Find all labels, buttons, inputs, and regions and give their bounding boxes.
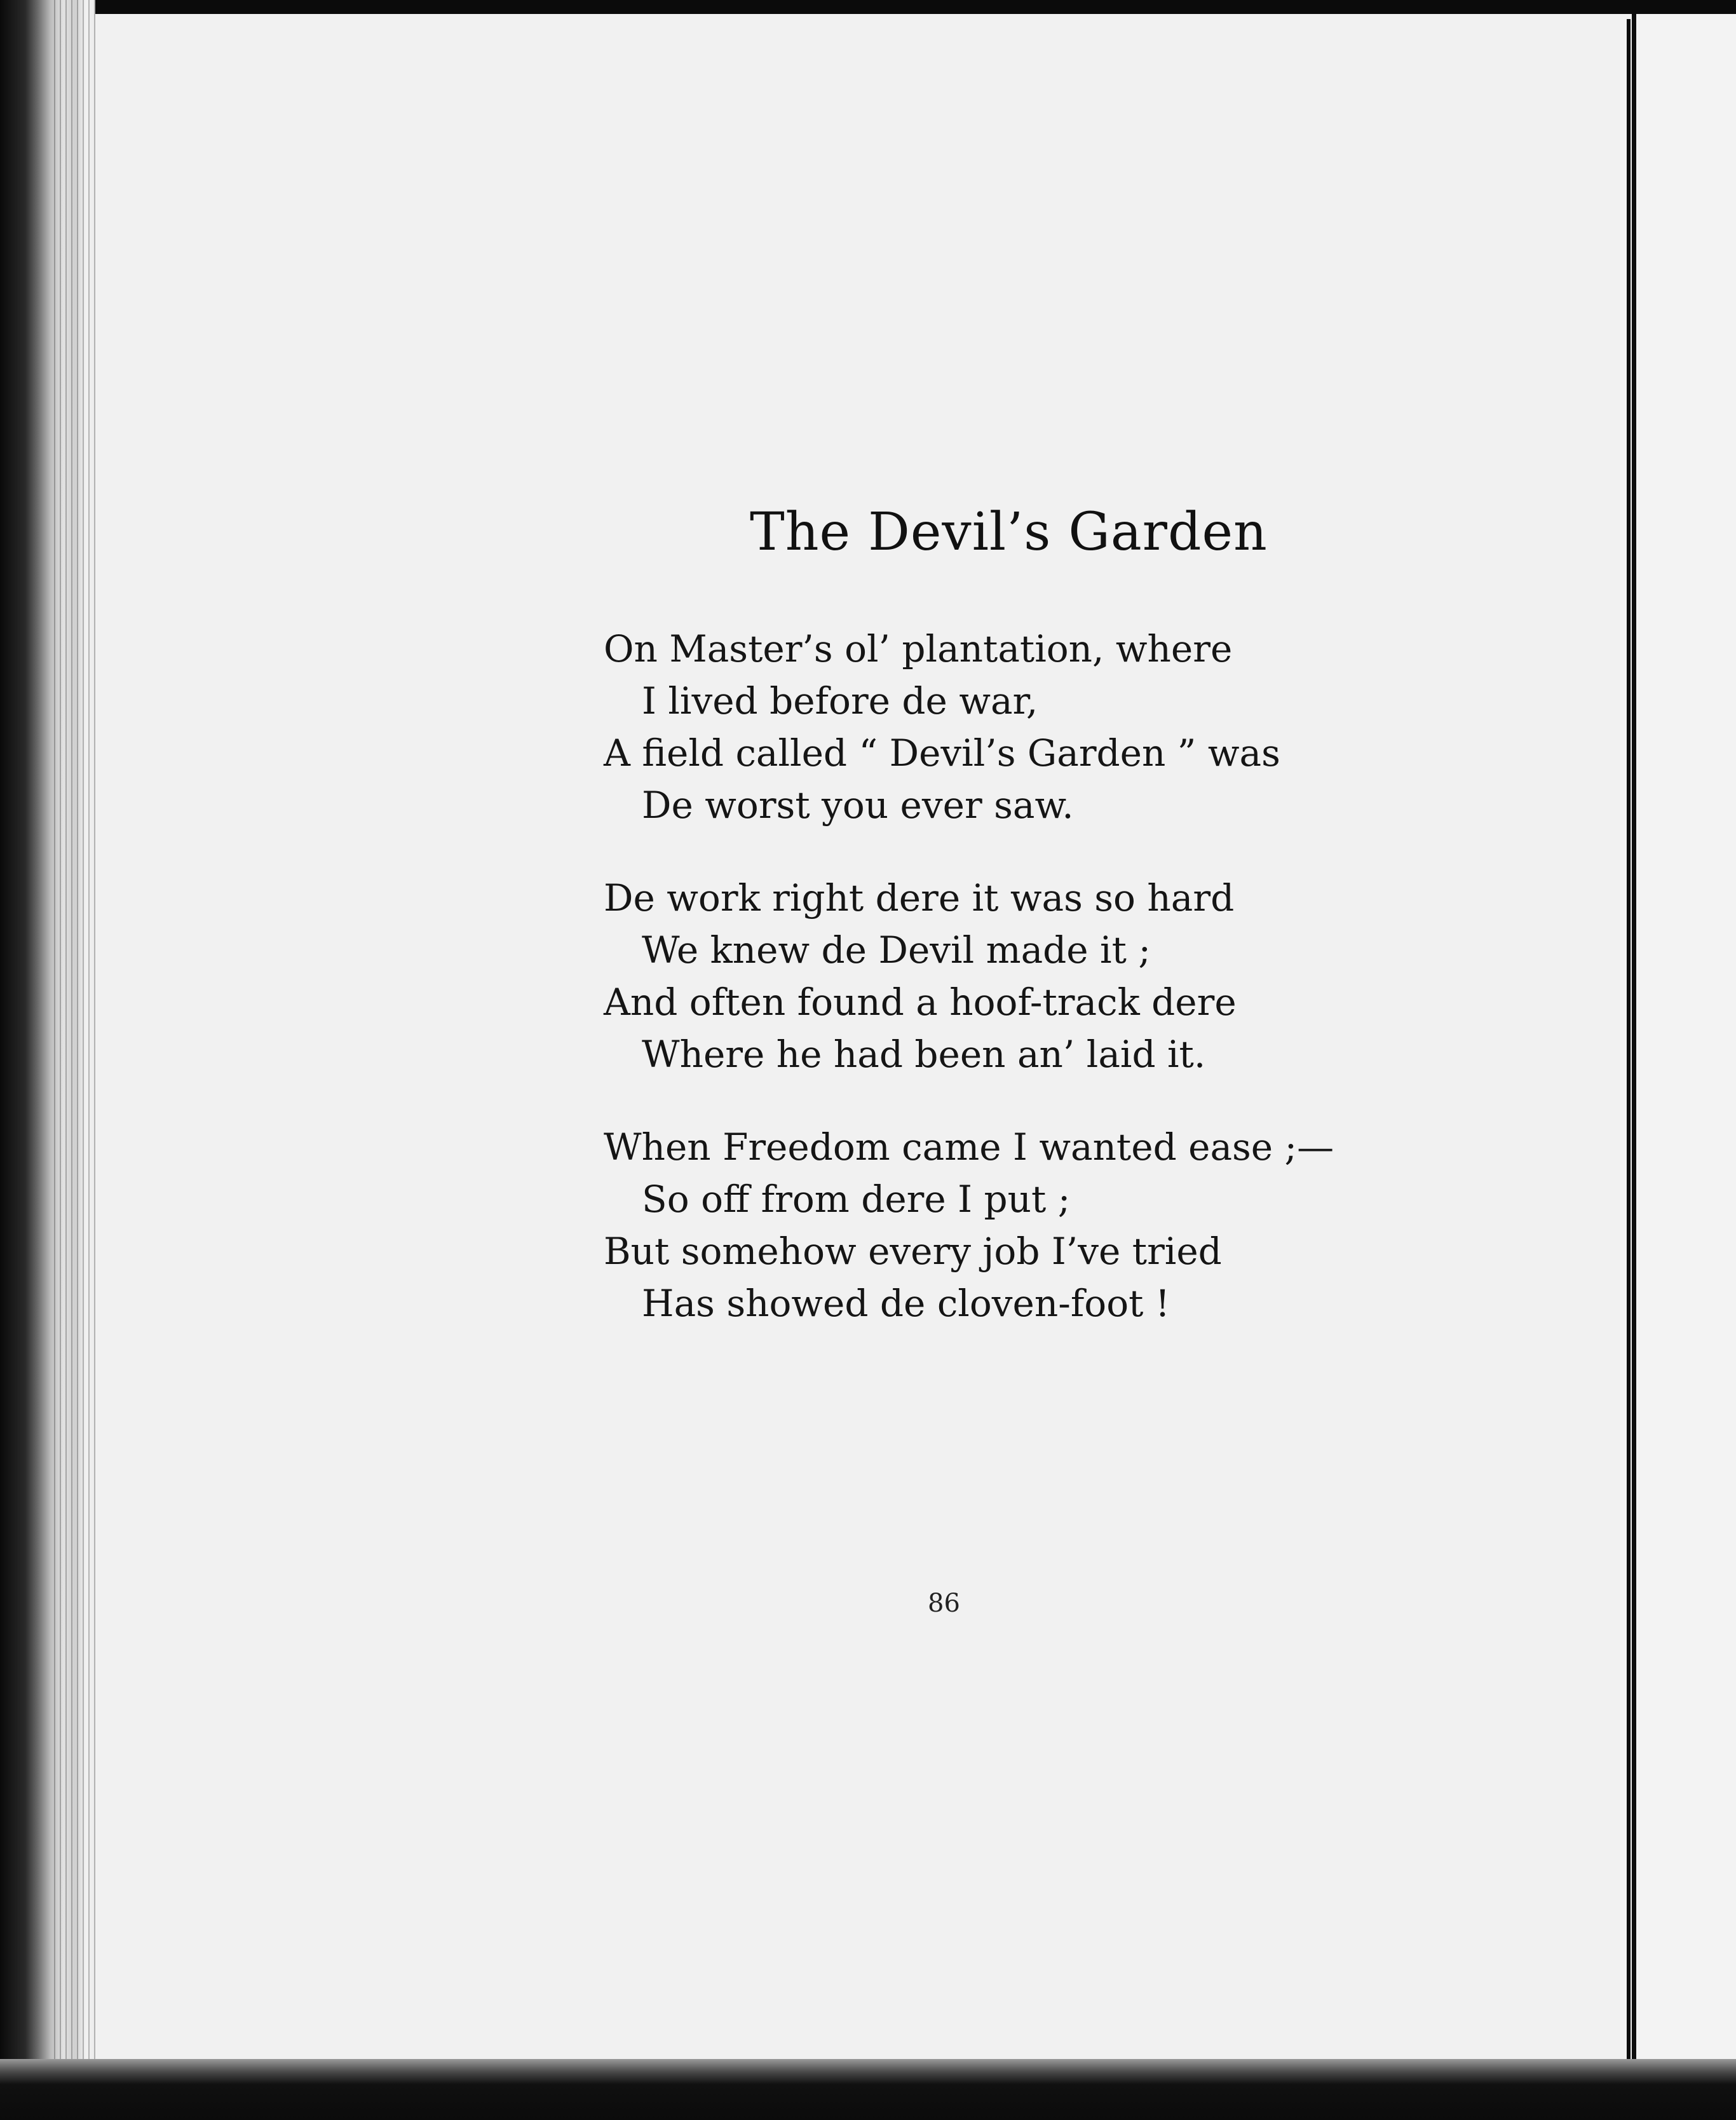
poem-line: We knew de Devil made it ; xyxy=(642,928,1151,972)
poem-line: When Freedom came I wanted ease ;— xyxy=(604,1125,1334,1169)
stanza xyxy=(604,1121,1334,1329)
page-number: 86 xyxy=(928,1589,960,1618)
poem-line: And often found a hoof-track dere xyxy=(604,981,1237,1024)
poem-title: The Devil’s Garden xyxy=(750,502,1268,562)
poem-line: I lived before de war, xyxy=(642,679,1038,723)
page-gutter xyxy=(1627,19,1631,2072)
scan-top-edge xyxy=(0,0,1736,15)
page-stack-edges xyxy=(54,0,98,2120)
stanza xyxy=(604,872,1334,1080)
poem-line: So off from dere I put ; xyxy=(642,1178,1071,1221)
poem-line: A field called “ Devil’s Garden ” was xyxy=(604,731,1280,775)
poem-line: De worst you ever saw. xyxy=(642,784,1074,827)
poem-line: But somehow every job I’ve tried xyxy=(604,1230,1222,1273)
scan-bottom-edge xyxy=(0,2059,1736,2120)
poem-line: Has showed de cloven-foot ! xyxy=(642,1282,1170,1325)
poem-body xyxy=(604,623,1334,1370)
poem-line: Where he had been an’ laid it. xyxy=(642,1033,1206,1076)
poem-line: De work right dere it was so hard xyxy=(604,876,1235,920)
stanza xyxy=(604,623,1334,831)
poem-line: On Master’s ol’ plantation, where xyxy=(604,627,1233,670)
next-page-sliver xyxy=(1636,14,1736,2067)
